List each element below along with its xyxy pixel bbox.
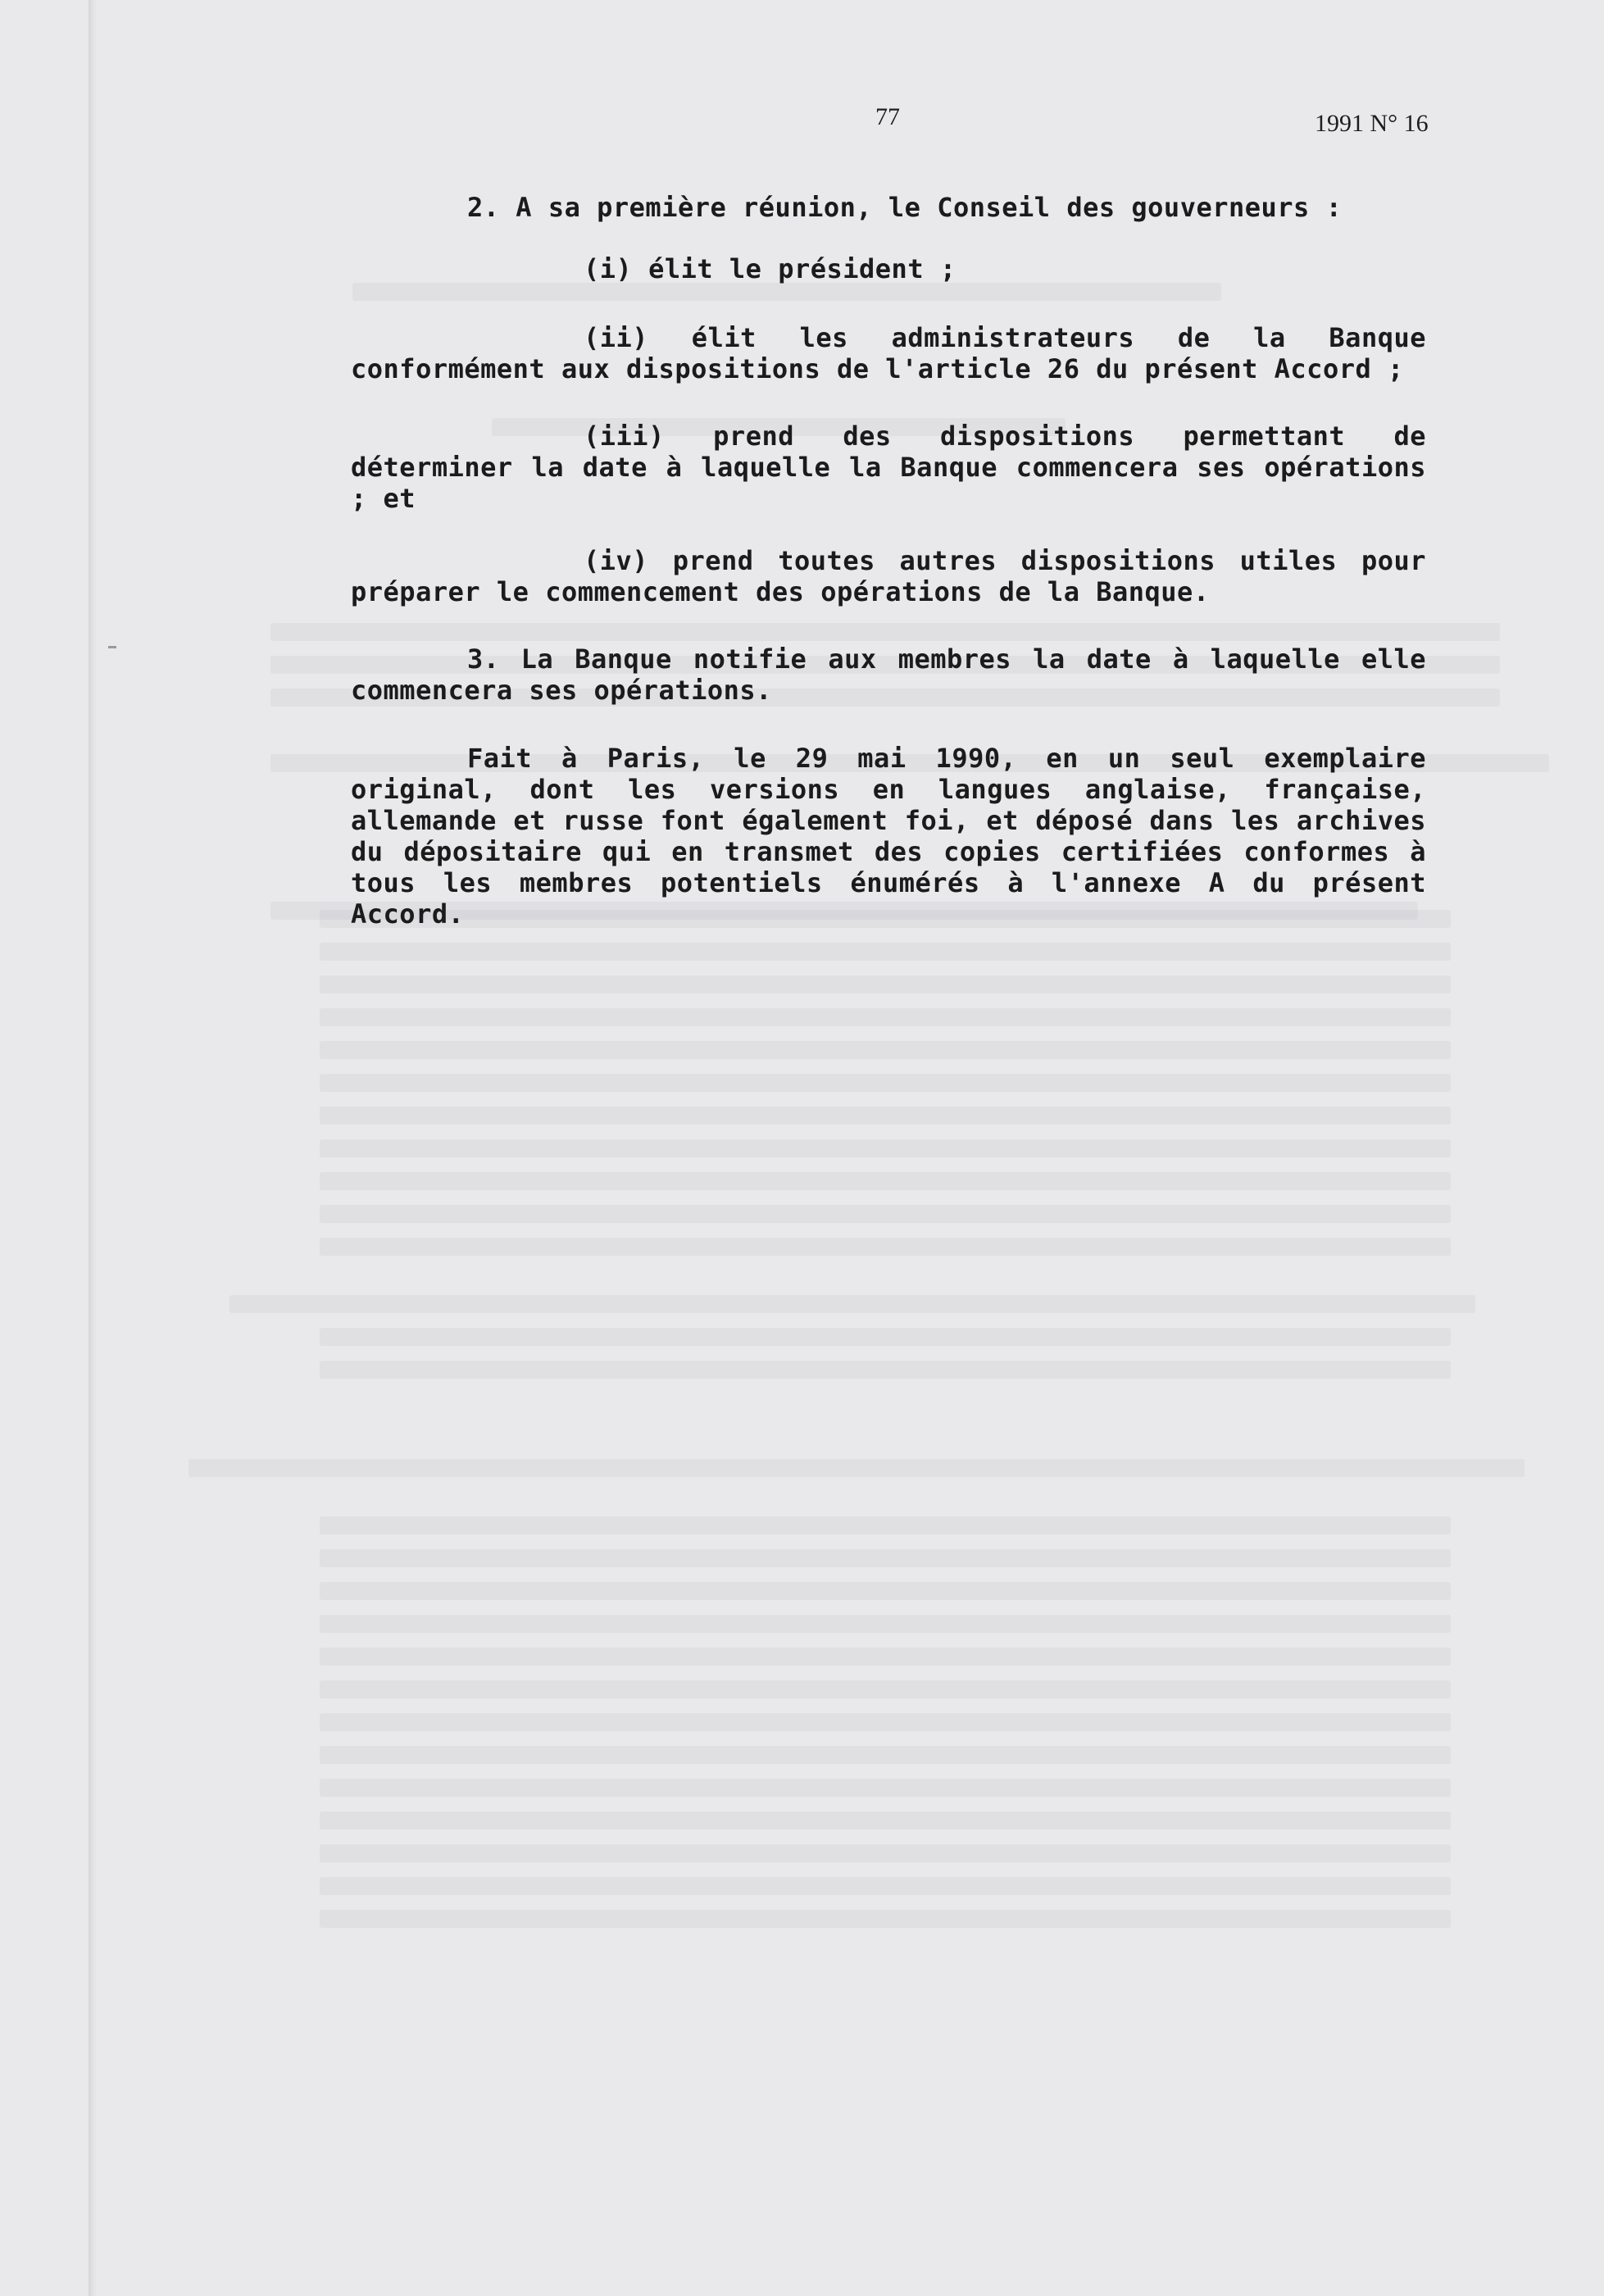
gazette-reference: 1991 N° 16 bbox=[1315, 110, 1429, 137]
section-title: 2. A sa première réunion, le Conseil des gouverneurs : bbox=[467, 192, 1343, 223]
page-edge-shadow bbox=[89, 0, 97, 2296]
paragraph-3-lead: 3. La Banque notifie aux membres la date à laquelle elle bbox=[467, 643, 1426, 675]
item-iii-lead: (iii) prend des dispositions permettant de bbox=[584, 421, 1426, 452]
closing-paragraph-lead: Fait à Paris, le 29 mai 1990, en un seul exemplaire bbox=[467, 743, 1426, 774]
item-ii-rest: conformément aux dispositions de l'article 26 du présent Accord ; bbox=[351, 353, 1404, 384]
item-iv-rest: préparer le commencement des opérations de la Banque. bbox=[351, 576, 1210, 607]
page-number: 77 bbox=[875, 103, 900, 130]
margin-mark bbox=[108, 646, 116, 648]
item-iv-lead: (iv) prend toutes autres dispositions utiles pour bbox=[584, 545, 1426, 576]
paragraph-3 bbox=[351, 643, 1426, 706]
closing-paragraph-rest: original, dont les versions en langues anglaise, française, allemande et russe font également foi, et déposé dans les archives du dépositaire qui en transmet des copies certifiées conformes à tous les membres potentiels énumérés à l'annexe A du présent Accord. bbox=[351, 774, 1426, 930]
closing-paragraph bbox=[351, 743, 1426, 930]
item-iii-rest: déterminer la date à laquelle la Banque commencera ses opérations ; et bbox=[351, 452, 1426, 514]
item-iii bbox=[351, 421, 1426, 514]
item-i: (i) élit le président ; bbox=[584, 253, 956, 284]
item-ii bbox=[351, 322, 1426, 384]
item-iv bbox=[351, 545, 1426, 607]
paragraph-3-rest: commencera ses opérations. bbox=[351, 675, 772, 706]
item-ii-lead: (ii) élit les administrateurs de la Banque bbox=[584, 322, 1426, 353]
